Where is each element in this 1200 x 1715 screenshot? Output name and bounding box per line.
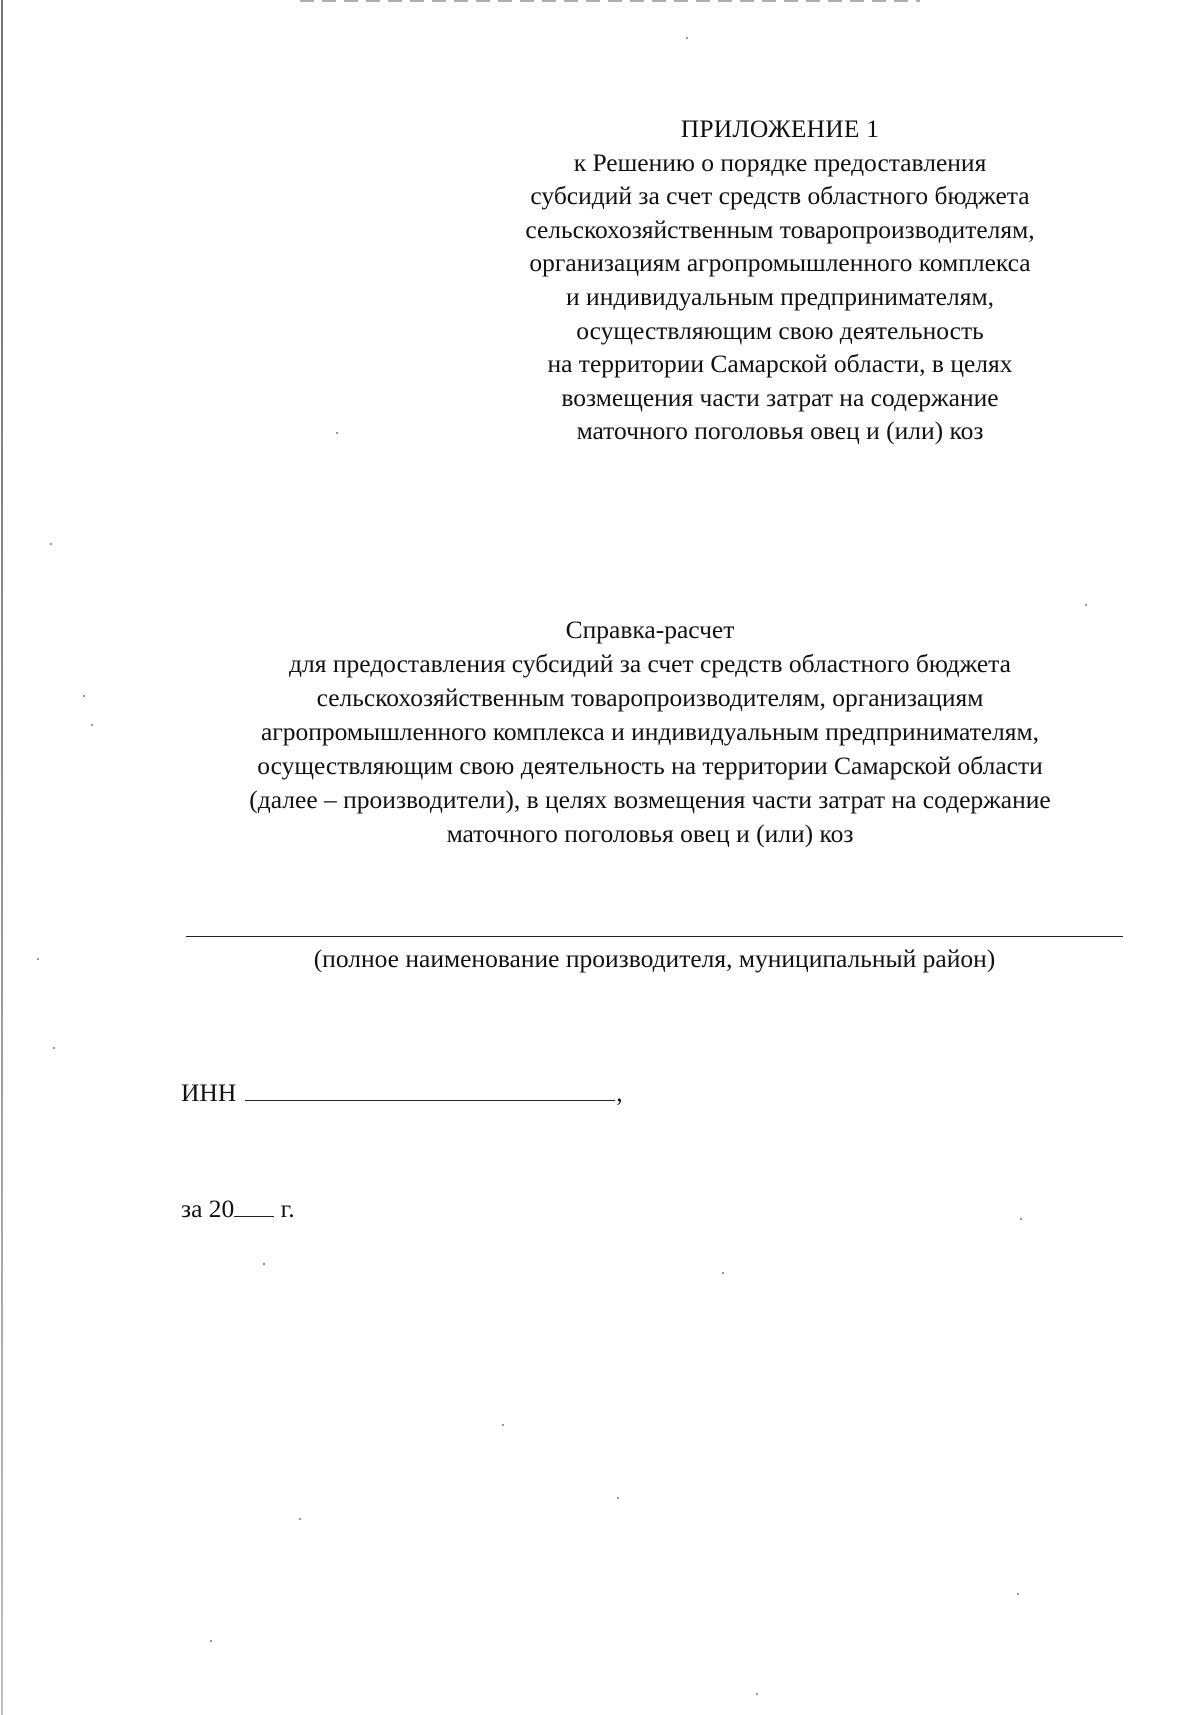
- producer-name-caption: (полное наименование производителя, муниципальный район): [313, 944, 996, 973]
- document-subtitle-line: для предоставления субсидий за счет средств областного бюджета: [289, 649, 1011, 678]
- scan-speck: [756, 1693, 758, 1695]
- scan-edge-left: [1, 0, 3, 1715]
- scan-speck: [83, 695, 85, 697]
- inn-label: ИНН: [181, 1078, 237, 1107]
- scan-edge-top: [300, 0, 920, 2]
- year-row: [181, 1192, 295, 1226]
- inn-row: [181, 1076, 623, 1110]
- scan-speck: [210, 1640, 212, 1642]
- scan-speck: [686, 37, 688, 39]
- producer-name-blank[interactable]: [186, 936, 1123, 937]
- document-subtitle-line: агропромышленного комплекса и индивидуальным предпринимателям,: [260, 717, 1040, 746]
- appendix-line: к Решению о порядке предоставления: [573, 147, 987, 177]
- appendix-header: [470, 112, 1090, 448]
- appendix-line: возмещения части затрат на содержание: [561, 382, 999, 412]
- scan-speck: [617, 1497, 619, 1499]
- scan-speck: [502, 1424, 504, 1426]
- appendix-line: осуществляющим свою деятельность: [576, 315, 984, 345]
- inn-suffix: ,: [616, 1078, 623, 1107]
- scan-speck: [37, 958, 39, 960]
- document-subtitle-line: сельскохозяйственным товаропроизводителям, организациям: [316, 683, 984, 712]
- appendix-title: ПРИЛОЖЕНИЕ 1: [680, 114, 880, 143]
- document-subtitle-line: (далее – производители), в целях возмещения части затрат на содержание: [249, 785, 1051, 814]
- year-blank[interactable]: [234, 1192, 274, 1217]
- appendix-line: на территории Самарской области, в целях: [547, 349, 1013, 379]
- document-title: Справка-расчет: [565, 615, 735, 644]
- appendix-line: субсидий за счет средств областного бюджета: [530, 181, 1030, 211]
- appendix-line: маточного поголовья овец и (или) коз: [576, 416, 984, 446]
- appendix-line: и индивидуальным предпринимателям,: [566, 281, 994, 311]
- document-heading-block: [150, 613, 1150, 851]
- scan-speck: [91, 724, 93, 726]
- inn-blank[interactable]: [245, 1076, 615, 1101]
- scan-speck: [263, 1263, 265, 1265]
- year-prefix: за 20: [181, 1194, 235, 1223]
- scan-speck: [299, 1518, 301, 1520]
- appendix-line: сельскохозяйственным товаропроизводителям,: [525, 214, 1035, 244]
- scan-speck: [722, 1272, 724, 1274]
- scan-speck: [1020, 1218, 1022, 1220]
- document-subtitle-line: маточного поголовья овец и (или) коз: [446, 819, 854, 848]
- scan-speck: [1085, 604, 1087, 606]
- scan-speck: [50, 543, 52, 545]
- scan-speck: [336, 432, 338, 434]
- appendix-line: организациям агропромышленного комплекса: [529, 248, 1031, 278]
- document-subtitle-line: осуществляющим свою деятельность на территории Самарской области: [257, 751, 1043, 780]
- scan-speck: [53, 1047, 55, 1049]
- year-suffix: г.: [274, 1194, 295, 1223]
- scan-speck: [1017, 1593, 1019, 1595]
